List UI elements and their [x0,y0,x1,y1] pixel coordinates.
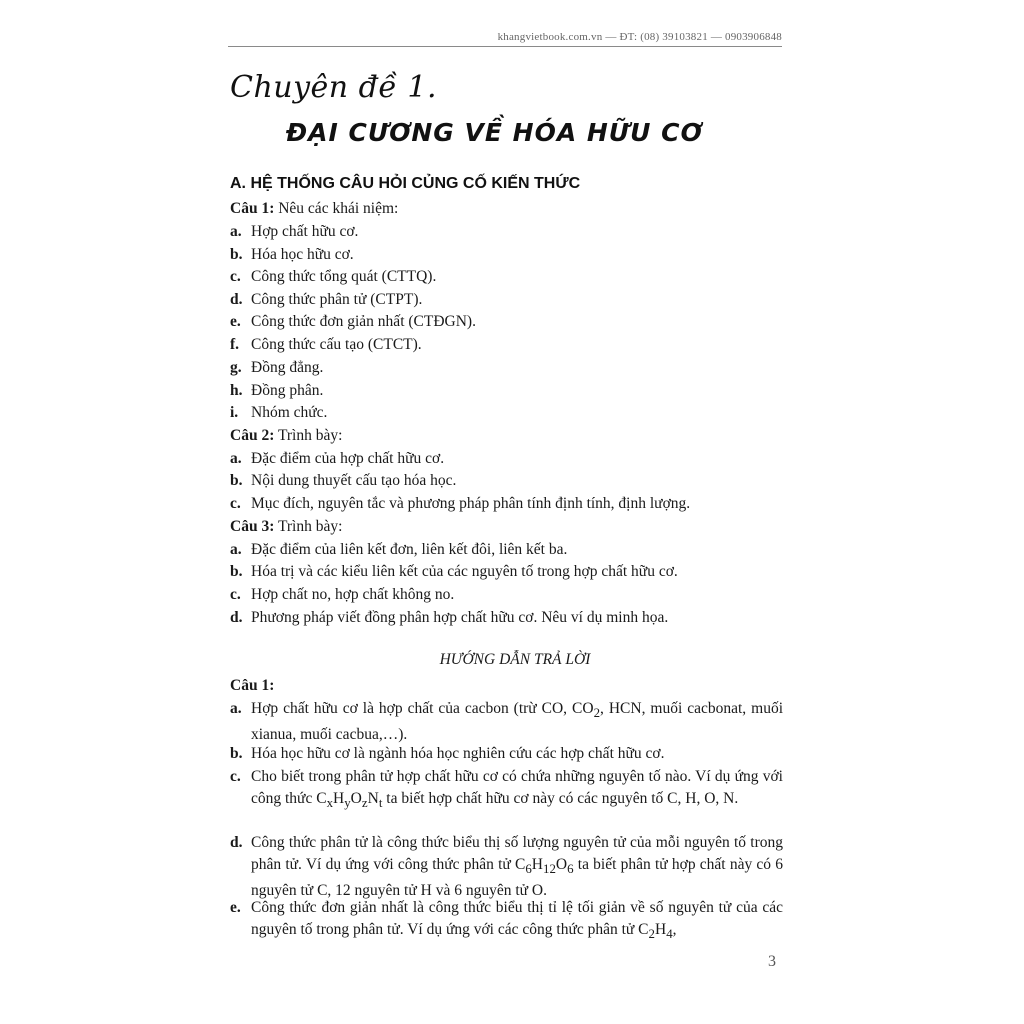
question-text: Nêu các khái niệm: [274,200,399,217]
answer-item-e [230,897,783,945]
item-marker: g. [230,359,242,376]
item-marker: b. [230,472,243,489]
list-item [230,380,323,402]
item-text: Công thức cấu tạo (CTCT). [251,336,422,353]
item-text: Đặc điểm của hợp chất hữu cơ. [251,450,445,467]
item-text: Công thức đơn giản nhất (CTĐGN). [251,313,476,330]
item-marker: h. [230,382,243,399]
list-item [230,493,690,515]
item-text: Đồng đẳng. [251,359,324,376]
page-number: 3 [768,953,776,970]
item-marker: a. [230,450,242,467]
item-marker: e. [230,899,241,916]
item-text: Hợp chất no, hợp chất không no. [251,586,455,603]
list-item [230,266,436,288]
list-item [230,561,678,583]
item-text: Đặc điểm của liên kết đơn, liên kết đôi, liên kết ba. [251,541,568,558]
item-text: Hợp chất hữu cơ. [251,223,359,240]
item-marker: f. [230,336,240,353]
list-item [230,584,454,606]
question-2 [230,425,342,447]
question-3 [230,516,342,538]
item-text: Công thức phân tử là công thức biểu thị số lượng nguyên tử của mỗi nguyên tố trong phân tử. Ví dụ ứng với công thức phân tử $C_6H_{12}O_6$ ta biết phân tử hợp chất này có 6 nguyên tử C, 12 nguyên tử H và 6 nguyên tử O. [251,834,783,900]
header-divider [228,46,782,47]
item-marker: b. [230,745,243,762]
item-text: Hóa học hữu cơ. [251,246,354,263]
question-text: Trình bày: [274,518,343,535]
answer-item-c [230,766,783,814]
list-item [230,334,422,356]
item-marker: a. [230,541,242,558]
list-item [230,402,327,424]
item-text: Mục đích, nguyên tắc và phương pháp phân tính định tính, định lượng. [251,495,691,512]
item-marker: b. [230,563,243,580]
answer-item-a [230,698,783,746]
answer-item-d [230,832,783,902]
item-marker: d. [230,834,243,851]
question-label: Câu 2: [230,427,275,444]
item-marker: d. [230,291,243,308]
item-marker: i. [230,404,239,421]
item-text: Công thức tổng quát (CTTQ). [251,268,437,285]
answer-guide-heading: HƯỚNG DẪN TRẢ LỜI [439,651,591,668]
item-text: Nhóm chức. [251,404,328,421]
chapter-label: Chuyên đề 1. [230,70,437,105]
list-item [230,221,358,243]
question-label: Câu 1: [230,200,275,217]
item-text: Công thức phân tử (CTPT). [251,291,423,308]
item-marker: a. [230,223,242,240]
item-marker: a. [230,700,242,717]
chapter-title: ĐẠI CƯƠNG VỀ HÓA HỮU CƠ [286,118,703,147]
item-marker: c. [230,495,241,512]
item-marker: e. [230,313,241,330]
item-text: Phương pháp viết đồng phân hợp chất hữu cơ. Nêu ví dụ minh họa. [251,609,669,626]
list-item [230,448,444,470]
page-header: khangvietbook.com.vn — ĐT: (08) 39103821 — 0903906848 [497,31,782,43]
question-label: Câu 3: [230,518,275,535]
list-item [230,244,354,266]
list-item [230,311,476,333]
question-text: Trình bày: [274,427,343,444]
question-1 [230,198,398,220]
item-marker: c. [230,268,241,285]
item-text: Nội dung thuyết cấu tạo hóa học. [251,472,457,489]
list-item [230,607,668,629]
item-text: Công thức đơn giản nhất là công thức biểu thị tỉ lệ tối giản về số nguyên tử của các nguyên tố trong phân tử. Ví dụ ứng với các công thức phân tử $C_2H_4$, [251,899,783,942]
item-marker: b. [230,246,243,263]
answer-item-b [230,743,783,765]
item-text: Hợp chất hữu cơ là hợp chất của cacbon (trừ CO, $CO_2$, HCN, muối cacbonat, muối xianua, muối cacbua,…). [251,700,784,744]
list-item [230,470,456,492]
list-item [230,357,323,379]
item-text: Cho biết trong phân tử hợp chất hữu cơ có chứa những nguyên tố nào. Ví dụ ứng với công thức $C_xH_yO_zN_t$ ta biết hợp chất hữu cơ này có các nguyên tố C, H, O, N. [251,768,783,811]
list-item [230,289,422,311]
item-marker: c. [230,586,241,603]
item-marker: c. [230,768,241,785]
item-text: Hóa trị và các kiểu liên kết của các nguyên tố trong hợp chất hữu cơ. [251,563,678,580]
item-marker: d. [230,609,243,626]
item-text: Hóa học hữu cơ là ngành hóa học nghiên cứu các hợp chất hữu cơ. [251,745,665,762]
item-text: Đồng phân. [251,382,324,399]
list-item [230,539,567,561]
section-heading: A. HỆ THỐNG CÂU HỎI CỦNG CỐ KIẾN THỨC [230,175,581,192]
answer-1-label: Câu 1: [230,677,275,694]
